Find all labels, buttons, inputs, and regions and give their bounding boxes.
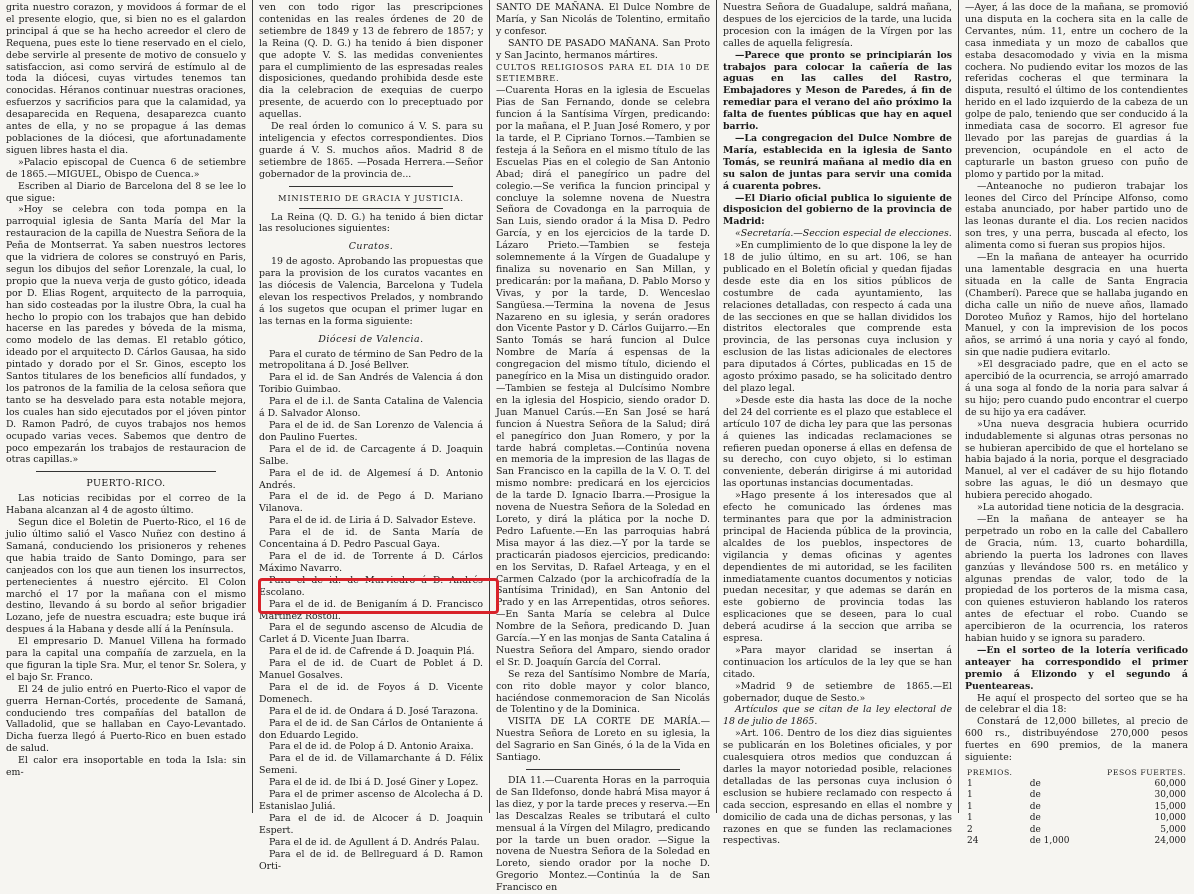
list-item: Para el de id. de Murviedro á D. Andrés Escolano. (259, 574, 483, 598)
table-header-row (965, 767, 1188, 779)
paragraph: grita nuestro corazon, y movidoos á formar de el el presente elogio, que, si bien no es el galardon principal á que se ha hecho acreedor el clero de Requena, pues este lo tiene reservado en el cielo, debe servirle al presente de motivo de consuelo y satisfaccion, asi como servirá de estímulo al de toda la diócesi, cuyas virtudes tenemos tan conocidas. Héranos continuar nuestras oraciones, esfuerzos y sacrificios para que la calamidad, ya desaparecida en Requena, desaparezca cuanto antes de ella, y no se propague á las demas poblaciones de la diócesi, que afortunadamente siguen libres hasta el dia. (6, 2, 246, 156)
section-heading: PUERTO-RICO. (86, 478, 166, 490)
list-item: Para el curato de término de San Pedro de la metropolitana á D. José Bellver. (259, 348, 483, 372)
table-cell: 2 (967, 824, 973, 835)
list-item: Para el de id. de Polop á D. Antonio Araixa. (269, 741, 474, 753)
table-cell: 1 (967, 790, 973, 801)
list-item: Para el de id. de Algemesí á D. Antonio Andrés. (259, 467, 483, 491)
table-cell: de (1029, 813, 1041, 824)
table-cell: 1 (967, 778, 973, 789)
paragraph: El calor era insoportable en toda la Isla: sin em- (6, 755, 246, 779)
list-item: Para el id. de San Andrés de Valencia á don Toribio Guimbao. (259, 372, 483, 396)
paragraph: —En el sorteo de la lotería verificado anteayer ha correspondido el primer premio á Elizondo y el segundo á Puenteareas. (965, 644, 1188, 692)
paragraph: El 24 de julio entró en Puerto-Rico el vapor de guerra Hernan-Cortés, procedente de Samaná, conduciendo tres compañías del batallon de Valladolid, que se hallaban en Cayo-Levantado. Dicha fuerza llegó á Puerto-Rico en buen estado de salud. (6, 683, 246, 755)
table-cell: 30,000 (1154, 790, 1186, 801)
prize-table (965, 767, 1188, 848)
paragraph: Escriben al Diario de Barcelona del 8 se lee lo que sigue: (6, 180, 246, 204)
table-cell: 24 (967, 836, 979, 847)
table-cell: 1 (967, 813, 973, 824)
paragraph: El empresario D. Manuel Villena ha formado para la capital una compañía de zarzuela, en la que figuran la tiple Sra. Mur, el tenor Sr. Solera, y el bajo Sr. Franco. (6, 636, 246, 683)
section-heading: MINISTERIO DE GRACIA Y JUSTICIA. (278, 192, 464, 203)
paragraph: SANTO DE MAÑANA. El Dulce Nombre de María, y San Nicolás de Tolentino, ermitaño y confesor. (496, 2, 710, 37)
column-5 (958, 0, 1194, 847)
column-1 (0, 0, 252, 813)
subheading: Diócesi de Valencia. (318, 333, 424, 345)
divider (299, 208, 443, 209)
paragraph: »El desgraciado padre, que en el acto se apercibió de la ocurrencia, se arrojó amarrado á una soga al fondo de la noria para salvar á su hijo; pero cuando pudo encontrar el cuerpo de su hijo ya era cadáver. (965, 359, 1188, 418)
paragraph: Constará de 12,000 billetes, al precio de 600 rs., distribuyéndose 270,000 pesos fuertes en 690 premios, de la manera siguiente: (965, 716, 1188, 764)
table-cell: 10,000 (1154, 813, 1186, 824)
list-item: Para el de id. de Ondara á D. José Tarazona. (269, 705, 479, 717)
paragraph: »Art. 106. Dentro de los diez dias siguientes se publicarán en los Boletines oficiales, y por cualesquiera otros medios que conduzcan á darles la mayor notoriedad posible, relaciones detalladas de las personas cuya inclusion ó esclusion se hubiere reclamado con respecto á cada seccion, espresando en ellas el nombre y domicilio de cada una de dichas personas, y las razones en que se funden las reclamaciones respectivas. (723, 728, 952, 847)
list-item: Para el de id. de Liria á D. Salvador Esteve. (269, 515, 476, 527)
table-row (965, 825, 1188, 837)
paragraph: —Cuarenta Horas en la iglesia de Escuelas Pias de San Fernando, donde se celebra funcion á la Santísima Vírgen, predicando: por la mañana, el P. Juan José Romero, y por la tarde, el P. Cipriano Tornos.—Tambien se festeja á la Señora en el mismo título de las Escuelas Pias en el colegio de San Antonio Abad; dirá el panegírico un padre del colegio.—Se verifica la funcion principal y concluye la solemne novena de Nuestra Señora de Covadonga en la parroquia de San Luis, siendo orador á la Misa D. Pedro García, y en los ejercicios de la tarde D. Lázaro Prieto.—Tambien se festeja solemnemente á la Vírgen de Guadalupe y finaliza su novenario en San Millan, y predicarán: por la mañana, D. Pablo Morso y Vivas, y por la tarde, D. Wenceslao Sangüesa.—Termina la novena de Jesus Nazareno en su iglesia, y serán oradores don Vicente Pastor y D. Cárlos Guijarro.—En Santo Tomás se hará funcion al Dulce Nombre de María á espensas de la congregacion del mismo título, diciendo el panegírico en la Misa un distinguido orador.—Tambien se festeja al Dulcísimo Nombre en la iglesia del Hospicio, siendo orador D. Juan Manuel Carús.—En San José se hará funcion á Nuestra Señora de la Salud; dirá el panegírico don Juan Romero, y por la tarde habrá completas.—Continúa novena en memoria de la impresion de las llagas de San Francisco en la capilla de la V. O. T. del mismo nombre: predicará en los ejercicios de la tarde D. Ignacio Ibarra.—Prosigue la novena de Nuestra Señora de la Soledad en Loreto, y dirá la plática por la noche D. Pedro Lafuente.—En las parroquias habrá Misa mayor á las diez.—Y por la tarde se practicarán piadosos ejercicios, predicando: en los Servitas, D. Rafael Arteaga, y en el Carmen Calzado (por la archicofradía de la Santísima Trinidad), en San Antonio del Prado y en las Arrepentidas, otros señores.—En Santa María se celebra al Dulce Nombre de la Señora, predicando D. Juan García.—Y en las monjas de Santa Catalina á Nuestra Señora del Amparo, siendo orador el Sr. D. Joaquín García del Corral. (496, 85, 710, 668)
paragraph: —En la mañana de anteayer ha ocurrido una lamentable desgracia en una huerta situada en la calle de Santa Engracia (Chamberí). Parece que se hallaba jugando en dicha calle un niño de nueve años, llamado Doroteo Muñoz y Ramos, hijo del hortelano Manuel, y con la imprevision de los pocos años, se arrimó á una noria y cayó al fondo, sin que nadie pudiera evitarlo. (965, 252, 1188, 359)
paragraph: DIA 11.—Cuarenta Horas en la parroquia de San Ildefonso, donde habrá Misa mayor á las diez, y por la tarde preces y reserva.—En las Descalzas Reales se tributará el culto mensual á la Vírgen del Milagro, predicando por la tarde un buen orador. —Sigue la novena de Nuestra Señora de la Soledad en Loreto, siendo orador por la noche D. Gregorio Montez.—Continúa la de San Francisco en (496, 775, 710, 894)
table-cell: de (1029, 778, 1041, 789)
paragraph: —En la mañana de anteayer se ha perpetrado un robo en la calle del Caballero de Gracia, núm. 13, cuarto bohardilla, abriendo la puerta los ladrones con llaves ganzúas y llevándose 500 rs. en metálico y algunas prendas de valor, todo de la propiedad de los porteros de la misma casa, con quienes estuvieron hablando los rateros antes de efectuar el robo. Cuando se apercibieron de la ocurrencia, los rateros habian huido y se ignora su paradero. (965, 513, 1188, 645)
paragraph: Las noticias recibidas por el correo de la Habana alcanzan al 4 de agosto último. (6, 493, 246, 517)
divider (36, 471, 216, 472)
paragraph: 19 de agosto. Aprobando las propuestas que para la provision de los curatos vacantes en las diócesis de Valencia, Barcelona y Tudela elevan los respectivos Prelados, y nombrando á los sugetos que ocupan el primer lugar en las ternas en la forma siguiente: (259, 256, 483, 327)
paragraph: —El Diario oficial publica lo siguiente de disposicion del gobierno de la provincia de Madrid: (723, 192, 952, 228)
paragraph: Artículos que se citan de la ley electoral de 18 de julio de 1865. (723, 704, 952, 728)
table-row (965, 779, 1188, 791)
list-item: Para el de id. de Beniganím á D. Francisco Martinez Rostoll. (259, 598, 483, 622)
table-cell: 24,000 (1154, 836, 1186, 847)
list-item: Para el de id. de Torrente á D. Cárlos Máximo Navarro. (259, 550, 483, 574)
list-item: Para el de id. de Agullent á D. Andrés Palau. (269, 836, 480, 848)
column-4 (716, 0, 958, 847)
column-2 (252, 0, 489, 872)
list-item: Para el de id. de Pego á D. Mariano Vilanova. (259, 491, 483, 515)
paragraph: He aquí el prospecto del sorteo que se ha de celebrar el dia 18: (965, 692, 1188, 716)
list-item: Para el de segundo ascenso de Alcudia de Carlet á D. Vicente Juan Ibarra. (259, 622, 483, 646)
list-item: Para el de i.l. de Santa Catalina de Valencia á D. Salvador Alonso. (259, 396, 483, 420)
table-cell: de (1029, 790, 1041, 801)
list-item: Para el de primer ascenso de Alcolecha á D. Estanislao Juliá. (259, 789, 483, 812)
list-item: Para el de id. de San Lorenzo de Valencia á don Paulino Fuertes. (259, 420, 483, 443)
list-item: Para el de id. de Cafrende á D. Joaquin Plá. (269, 646, 475, 658)
paragraph: Se reza del Santísimo Nombre de María, con rito doble mayor y color blanco, haciéndose conmemoracion de San Nicolás de Tolentino y de la Dominica. (496, 668, 710, 716)
paragraph: VISITA DE LA CORTE DE MARÍA.—Nuestra Señora de Loreto en su iglesia, la del Sagrario en San Ginés, ó la de la Vida en Santiago. (496, 716, 710, 764)
table-cell: de 1,000 (1029, 836, 1070, 847)
table-row (965, 836, 1188, 848)
divider (526, 769, 680, 770)
table-row (965, 813, 1188, 825)
list-item: Para el de id. de San Cárlos de Ontaniente á don Eduardo Legido. (259, 717, 483, 741)
table-header (1028, 767, 1083, 779)
paragraph: —La congregacion del Dulce Nombre de María, establecida en la iglesia de Santo Tomás, se reunirá mañana al medio dia en su salon de juntas para servir una comida á cuarenta pobres. (723, 132, 952, 192)
paragraph: ven con todo rigor las prescripciones contenidas en las reales órdenes de 20 de setiembre de 1849 y 13 de febrero de 1857; y la Reina (Q. D. G.) ha tenido á bien disponer que adopte V. S. las medidas convenientes para el cumplimiento de las espresadas reales disposiciones, quedando prohibida desde este dia la celebracion de exequias de cuerpo presente, de acuerdo con lo preceptuado por aquellas. (259, 2, 483, 121)
highlighted-list-item: Para el de id. de Cuart de Poblet á D. Manuel Gosalves. (259, 658, 483, 682)
paragraph: Segun dice el Boletin de Puerto-Rico, el 16 de julio último salió el Vasco Nuñez con destino á Samaná, conduciendo los prisioneros y rehenes que habia traido de Santo Domingo, para ser canjeados con los que aun tienen los insurrectos, pertenecientes á nuestro ejército. El Colon marchó el 17 por la mañana con el mismo destino, llevando á su bordo al señor brigadier Lozano, jefe de nuestra escuadra; este buque irá despues á la Habana y desde allí á la Península. (6, 517, 246, 636)
paragraph: »Madrid 9 de setiembre de 1865.—El gobernador, duque de Sesto.» (723, 680, 952, 704)
paragraph: De real órden lo comunico á V. S. para su inteligencia y efectos correspondientes. Dios guarde á V. S. muchos años. Madrid 8 de setiembre de 1865. —Posada Herrera.—Señor gobernador de la provincia de... (259, 121, 483, 180)
list-item: Para el de id. de Carcagente á D. Joaquin Salbe. (259, 443, 483, 467)
list-item: Para el de id. de Alcocer á D. Joaquin Espert. (259, 812, 483, 836)
table-row (965, 802, 1188, 814)
table-header: PESOS FUERTES. (1107, 768, 1186, 777)
column-3 (489, 0, 716, 894)
table-cell: 15,000 (1154, 801, 1186, 812)
list-item: Para el de id. de Ibi á D. José Giner y Lopez. (269, 777, 479, 789)
table-header: PREMIOS. (967, 768, 1013, 777)
section-heading: CULTOS RELIGIOSOS PARA EL DIA 10 DE SETIEMBRE. (496, 61, 710, 84)
table-cell: 1 (967, 801, 973, 812)
paragraph: —Parece que pronto se principiarán los trabajos para colocar la cañería de las aguas en las calles del Rastro, Embajadores y Meson de Paredes, á fin de remediar para el verano del año próximo la falta de fuentes públicas que hay en aquel barrio. (723, 49, 952, 133)
list-item: Para el de id. de Bellreguard á D. Ramon Orti- (259, 848, 483, 872)
paragraph: »En cumplimiento de lo que dispone la ley de 18 de julio último, en su art. 106, se han publicado en el Boletín oficial y quedan fijadas desde este dia en los sitios públicos de costumbre de cada ayuntamiento, las relaciones detalladas, con respecto á cada una de las secciones en que se hallan divididos los distritos electorales que comprende esta provincia, de las personas cuya inclusion y esclusion de las listas adicionales de electores para diputados á Córtes, publicadas en 15 de agosto próximo pasado, se ha solicitado dentro del plazo legal. (723, 240, 952, 394)
paragraph: »Para mayor claridad se insertan á continuacion los artículos de la ley que se han citado. (723, 644, 952, 680)
table-row (965, 790, 1188, 802)
table-cell: 60,000 (1154, 778, 1186, 789)
list-item: Para el de id. de Villamarchante á D. Félix Semeni. (259, 753, 483, 777)
subheading: Curatos. (348, 241, 394, 253)
paragraph: »Palacio episcopal de Cuenca 6 de setiembre de 1865.—MIGUEL, Obispo de Cuenca.» (6, 156, 246, 180)
paragraph: —Ayer, á las doce de la mañana, se promovió una disputa en la cochera sita en la calle de Cervantes, núm. 11, entre un cochero de la casa inmediata y un mozo de caballos que estaba desacomodado y vivia en la misma cochera. No pudiendo evitar los mozos de las referidas cocheras el que terminara la disputa, resultó el último de los contendientes herido en el lado izquierdo de la cabeza de un golpe de palo, teniendo que ser conducido á la inmediata casa de socorro. El agresor fue llevado por las parejas de guardias á la prevencion, ocupándole en el acto de capturarle un baston grueso con puño de plomo y partido por la mitad. (965, 2, 1188, 180)
table-cell: de (1029, 824, 1041, 835)
table-cell: de (1029, 801, 1041, 812)
table-cell: 5,000 (1160, 824, 1186, 835)
list-item: Para el de id. de Foyos á D. Vicente Domenech. (259, 681, 483, 705)
paragraph: »Desde este dia hasta las doce de la noche del 24 del corriente es el plazo que establece el artículo 107 de dicha ley para que las personas á quienes las indicadas reclamaciones se refieren puedan oponerse á ellas en defensa de su derecho, con cuyo objeto, si lo estiman conveniente, deberán dirigirse á mi autoridad las oportunas instancias documentadas. (723, 394, 952, 490)
paragraph: »Una nueva desgracia hubiera ocurrido indudablemente si algunas otras personas no se hubieran apercibido de que el hortelano se habia bajado á la noria, porque el desgraciado Manuel, al ver el cadáver de su hijo flotando sobre las aguas, le dió un desmayo que hubiera perecido ahogado. (965, 418, 1188, 502)
divider (289, 186, 453, 187)
paragraph: »La autoridad tiene noticia de la desgracia. (977, 502, 1185, 514)
curato-list (259, 349, 483, 873)
paragraph: »Hago presente á los interesados que al efecto he comunicado las órdenes mas terminantes para que por la administracion principal de Hacienda pública de la provincia, alcaldes de los pueblos, inspectores de vigilancia y demas oficinas y agentes dependientes de mi autoridad, se les faciliten inmediatamente cuantos documentos y noticias puedan necesitar, y que ademas se darán en este gobierno de provincia todas las esplicaciones que se deseen, para lo cual deberá acudirse á la seccion que arriba se espresa. (723, 490, 952, 645)
paragraph: «Secretaría.—Seccion especial de elecciones. (735, 228, 952, 240)
paragraph: —Anteanoche no pudieron trabajar los leones del Circo del Príncipe Alfonso, como estaba anunciado, por haber partido uno de las leonas durante el dia. Los recien nacidos son tres, y una perra, buscada al efecto, los alimenta como si fueran sus propios hijos. (965, 180, 1188, 252)
paragraph: SANTO DE PASADO MAÑANA. San Proto y San Jacinto, hermanos mártires. (496, 37, 710, 61)
list-item: Para el de id. de Santa María de Concentaina á D. Pedro Pascual Gaya. (259, 527, 483, 551)
paragraph: La Reina (Q. D. G.) ha tenido á bien dictar las resoluciones siguientes: (259, 211, 483, 235)
paragraph: »Hoy se celebra con toda pompa en la parroquial iglesia de Santa María del Mar la restauracion de la capilla de Nuestra Señora de la Peña de Montserrat. Ya saben nuestros lectores que la vidriera de colores se construyó en Paris, segun los dibujos del señor Lorenzale, la cual, lo propio que la nueva verja de gusto gótico, ideada por D. Elias Rogent, arquitecto de la parroquia, han sido costeadas por la ilustre Obra, la cual ha hecho lo propio con los trabajos que han debido hacerse en las paredes y bóveda de la misma, como modelo de las demas. El retablo gótico, ideado por el arquitecto D. Cárlos Gausaa, ha sido pintado y dorado por el Sr. Ginos, escepto los Santos titulares de los beneficios allí fundados, y los patronos de la familia de la celosa señora que tanto se ha desvelado para esta notable mejora, los cuales han sido ejecutados por el jóven pintor D. Ramon Padró, de cuyos trabajos nos hemos ocupado varias veces. Sabemos que dentro de poco empezarán los trabajos de restauracion de otras capillas.» (6, 204, 246, 466)
paragraph: Nuestra Señora de Guadalupe, saldrá mañana, despues de los ejercicios de la tarde, una lucida procesion con la imágen de la Vírgen por las calles de aquella feligresía. (723, 2, 952, 49)
